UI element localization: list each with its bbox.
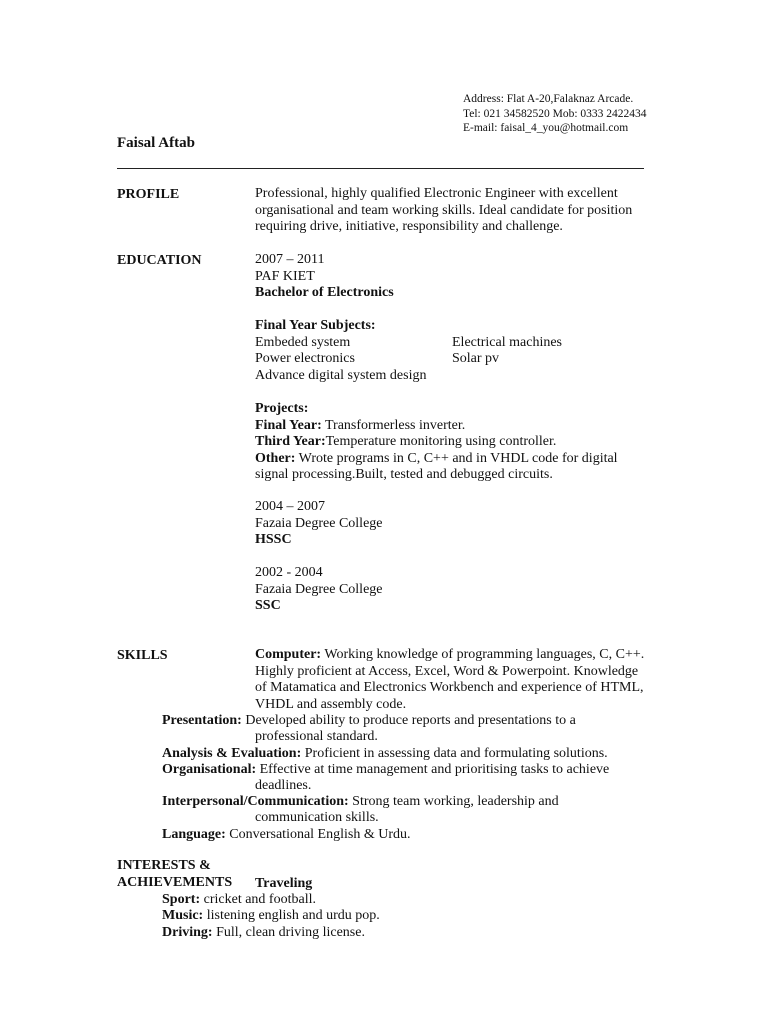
project-final-text: Transformerless inverter. [321,417,466,433]
presentation-text-2: professional standard. [255,729,378,744]
profile-line: requiring drive, initiative, responsibility and challenge. [255,219,563,234]
analysis-text: Proficient in assessing data and formulating solutions. [301,746,608,761]
degree-years: 2004 – 2007 [255,499,325,514]
skill-analysis [162,746,608,763]
degree-institution: Fazaia Degree College [255,515,383,531]
degree-institution: Fazaia Degree College [255,581,383,597]
computer-text: Highly proficient at Access, Excel, Word & Powerpoint. Knowledge [255,663,639,679]
degree-qualification: Bachelor of Electronics [255,285,394,300]
skill-organisational [162,762,609,779]
degree-1 [255,252,394,302]
skills-heading: SKILLS [117,648,168,663]
sport-text: cricket and football. [200,892,316,907]
degree-years: 2002 - 2004 [255,565,323,580]
interest-music [162,908,380,925]
contact-block [463,92,647,136]
degree-2 [255,499,383,549]
project-other-text-2: signal processing.Built, tested and debugged circuits. [255,467,553,482]
interests-heading [117,857,232,891]
subject-item: Power electronics [255,351,355,366]
driving-text: Full, clean driving license. [212,925,365,940]
skill-computer [255,647,644,713]
project-third-text: Temperature monitoring using controller. [325,434,557,449]
interests-heading-line: ACHIEVEMENTS [117,875,233,890]
subject-item: Embeded system [255,335,351,350]
project-other-text: Wrote programs in C, C++ and in VHDL code for digital [295,450,618,466]
degree-3 [255,565,383,615]
organisational-label: Organisational: [162,762,257,777]
presentation-label: Presentation: [162,713,242,728]
subject-item: Electrical machines [452,335,562,350]
language-text: Conversational English & Urdu. [225,827,411,842]
computer-text: of Matamatica and Electronics Workbench and experience of HTML, [255,680,644,695]
organisational-text: Effective at time management and prioritising tasks to achieve [256,762,610,777]
skill-language [162,827,411,844]
header-divider [117,168,644,169]
degree-qualification: HSSC [255,532,292,547]
music-text: listening english and urdu pop. [203,908,380,923]
interest-traveling: Traveling [255,876,313,891]
address-line: Address: Flat A-20,Falaknaz Arcade. [463,93,634,105]
interests-heading-line: INTERESTS & [117,858,211,873]
organisational-text-2: deadlines. [255,778,312,793]
interpersonal-text-2: communication skills. [255,810,379,825]
project-final-label: Final Year: [255,417,322,433]
skill-presentation [162,713,576,730]
sport-label: Sport: [162,892,201,907]
computer-label: Computer: [255,647,322,662]
project-third-label: Third Year: [255,434,326,449]
projects-title: Projects: [255,401,309,416]
project-final [255,418,618,435]
subjects-title: Final Year Subjects: [255,318,376,333]
interpersonal-label: Interpersonal/Communication: [162,794,349,809]
education-heading: EDUCATION [117,253,202,268]
subject-item: Solar pv [452,351,500,366]
skill-interpersonal [162,794,559,811]
projects-block [255,401,618,484]
project-third [255,434,618,451]
project-other-label: Other: [255,450,296,466]
candidate-name: Faisal Aftab [117,135,195,151]
driving-label: Driving: [162,925,213,940]
analysis-label: Analysis & Evaluation: [162,746,302,761]
subject-item: Advance digital system design [255,368,427,383]
language-label: Language: [162,827,226,842]
computer-text: VHDL and assembly code. [255,696,407,712]
profile-text [255,186,632,236]
degree-years: 2007 – 2011 [255,252,325,267]
profile-heading: PROFILE [117,187,180,202]
degree-institution: PAF KIET [255,268,315,284]
profile-line: Professional, highly qualified Electronic Engineer with excellent [255,186,618,201]
degree-qualification: SSC [255,598,281,613]
email-line: E-mail: faisal_4_you@hotmail.com [463,122,629,134]
project-other [255,451,618,468]
presentation-text: Developed ability to produce reports and presentations to a [241,713,576,728]
interpersonal-text: Strong team working, leadership and [348,794,559,809]
music-label: Music: [162,908,204,923]
interest-sport [162,892,316,909]
interest-driving [162,925,365,942]
computer-text: Working knowledge of programming languages, C, C++. [321,647,645,662]
phone-line: Tel: 021 34582520 Mob: 0333 2422434 [463,107,647,120]
profile-line: organisational and team working skills. Ideal candidate for position [255,202,633,218]
